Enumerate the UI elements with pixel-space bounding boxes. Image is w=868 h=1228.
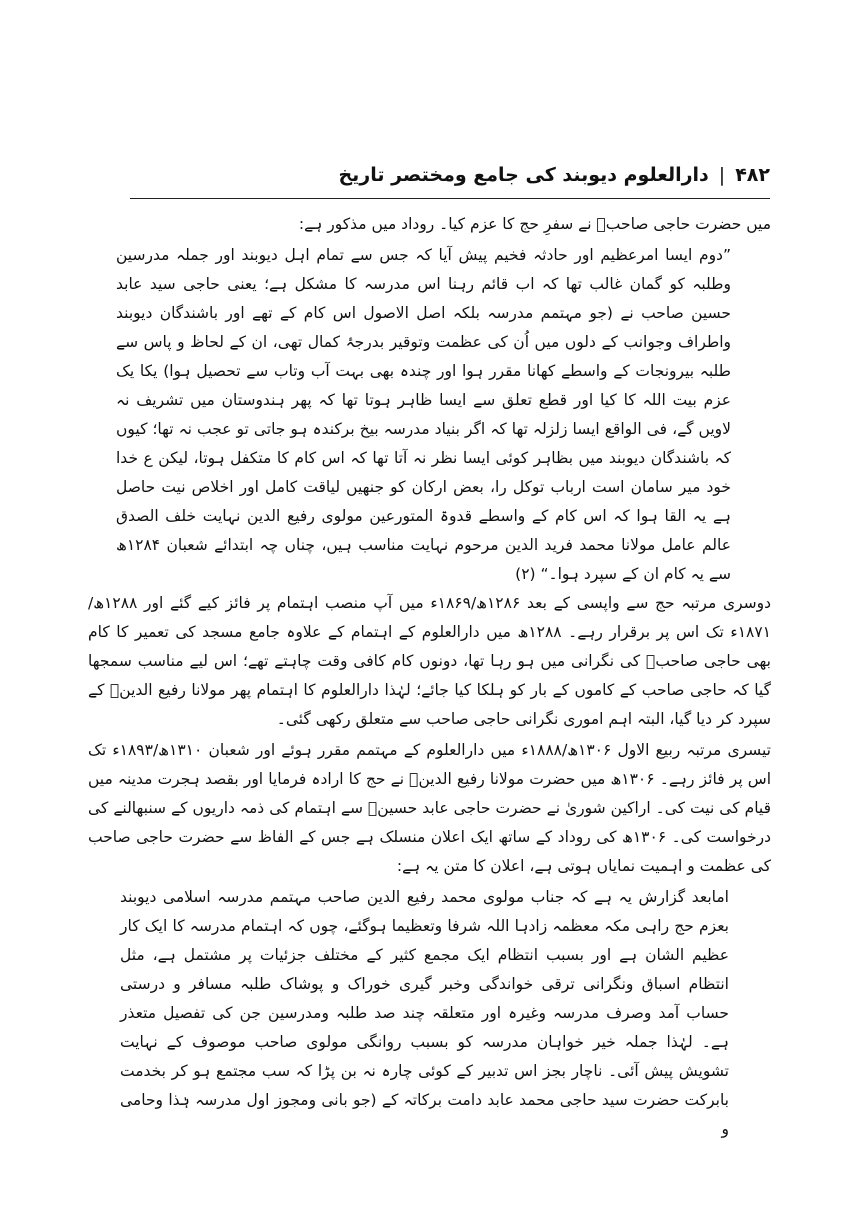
header-rule (130, 198, 770, 199)
header-separator: | (718, 164, 726, 186)
book-title: دارالعلوم دیوبند کی جامع ومختصر تاریخ (338, 164, 709, 186)
paragraph-3: تیسری مرتبہ ربیع الاول ۱۳۰۶ھ/۱۸۸۸ء میں دارالعلوم کے مہتمم مقرر ہوئے اور شعبان ۱۳۱۰ھ/۱۸۹۳ء تک اس پر فائز رہے۔ ۱۳۰۶ھ میں حضرت مولانا رفیع الدینؒ نے حج کا ارادہ فرمایا اور بقصد ہجرت مدینہ میں قیام کی نیت کی۔ اراکین شوریٰ نے حضرت حاجی عابد حسینؒ سے اہتمام کی ذمہ داریوں کے سنبھالنے کی درخواست کی۔ ۱۳۰۶ھ کی روداد کے ساتھ ایک اعلان منسلک ہے جس کے الفاظ سے حضرت حاجی صاحب کی عظمت و اہمیت نمایاں ہوتی ہے، اعلان کا متن یہ ہے: (88, 741, 772, 875)
quoted-passage-2: امابعد گزارش یہ ہے کہ جناب مولوی محمد رفیع الدین صاحب مہتمم مدرسہ اسلامی دیوبند بعزم حج راہی مکہ معظمہ زادہا اللہ شرفا وتعظیما ہوگئے، چوں کہ اہتمام مدرسہ کا ایک کار عظیم الشان ہے اور بسبب انتظام ایک مجمع کثیر کے مختلف جزئیات پر مشتمل ہے، مثل انتظام اسباق ونگرانی ترقی خواندگی وخبر گیری خوراک و پوشاک طلبہ مسافر و درستی حساب آمد وصرف مدرسہ وغیرہ اور متعلقہ چند صد طلبہ ومدرسین جن کی تفصیل متعذر ہے۔ لہٰذا جملہ خیر خواہان مدرسہ کو بسبب روانگی مولوی صاحب موصوف کے نہایت تشویش پیش آئی۔ ناچار بجز اس تدبیر کے کوئی چارہ نہ بن پڑا کہ سب مجتمع ہو کر بخدمت بابرکت حضرت سید حاجی محمد عابد دامت برکاتہ کے (جو بانی ومجوز اول مدرسہ ہٰذا وحامی و (120, 888, 729, 1138)
quoted-passage-1: ”دوم ایسا امرعظیم اور حادثہ فخیم پیش آیا کہ جس سے تمام اہل دیوبند اور جملہ مدرسین وطلبہ کو گمان غالب تھا کہ اب قائم رہنا اس مدرسہ کا مشکل ہے؛ یعنی حاجی سید عابد حسین صاحب نے (جو مہتمم مدرسہ بلکہ اصل الاصول اس کام کے تھے اور باشندگان دیوبند واطراف وجوانب کے دلوں میں اُن کی عظمت وتوقیر بدرجۂ کمال تھی، ان کے لحاظ و پاس سے طلبہ بیرونجات کے واسطے کھانا مقرر ہوا اور چندہ بھی بہت آب وتاب سے تحصیل ہوا) یکا یک عزم بیت اللہ کا کیا اور قطع تعلق سے ایسا ظاہر ہوتا تھا کہ پھر ہندوستان میں تشریف نہ لاویں گے، فی الواقع ایسا زلزلہ تھا کہ اگر بنیاد مدرسہ بیخ برکندہ ہو جاتی تو عجب نہ تھا؛ کیوں کہ باشندگان دیوبند میں بظاہر کوئی ایسا نظر نہ آتا تھا کہ اس کام کا متکفل ہوتا، لیکن ع خدا خود میر سامان است ارباب توکل را، بعض ارکان کو جنھیں لیاقت کامل اور اخلاص نیت حاصل ہے یہ القا ہوا کہ اس کام کے واسطے قدوۃ المتورعین مولوی رفیع الدین نہایت خلف الصدق عالم عامل مولانا محمد فرید الدین مرحوم نہایت مناسب ہیں، چناں چہ ابتدائے شعبان ۱۲۸۴ھ سے یہ کام ان کے سپرد ہوا۔“ (۲) (116, 246, 731, 583)
page-number: ۴۸۲ (735, 164, 770, 186)
paragraph-2: دوسری مرتبہ حج سے واپسی کے بعد ۱۲۸۶ھ/۱۸۶۹ء میں آپ منصب اہتمام پر فائز کیے گئے اور ۱۲۸۸ھ/۱۸۷۱ء تک اس پر برقرار رہے۔ ۱۲۸۸ھ میں دارالعلوم کے اہتمام کے علاوہ جامع مسجد کی تعمیر کا کام بھی حاجی صاحبؒ کی نگرانی میں ہو رہا تھا، دونوں کام کافی وقت چاہتے تھے؛ اس لیے مناسب سمجھا گیا کہ حاجی صاحب کے کاموں کے بار کو ہلکا کیا جائے؛ لہٰذا دارالعلوم کا اہتمام پھر مولانا رفیع الدینؒ کے سپرد کر دیا گیا، البتہ اہم اموری نگرانی حاجی صاحب سے متعلق رکھی گئی۔ (88, 594, 772, 728)
intro-line: میں حضرت حاجی صاحبؒ نے سفرِ حج کا عزم کیا۔ روداد میں مذکور ہے: (298, 215, 771, 233)
page-body (88, 210, 771, 1144)
running-header (150, 160, 770, 190)
